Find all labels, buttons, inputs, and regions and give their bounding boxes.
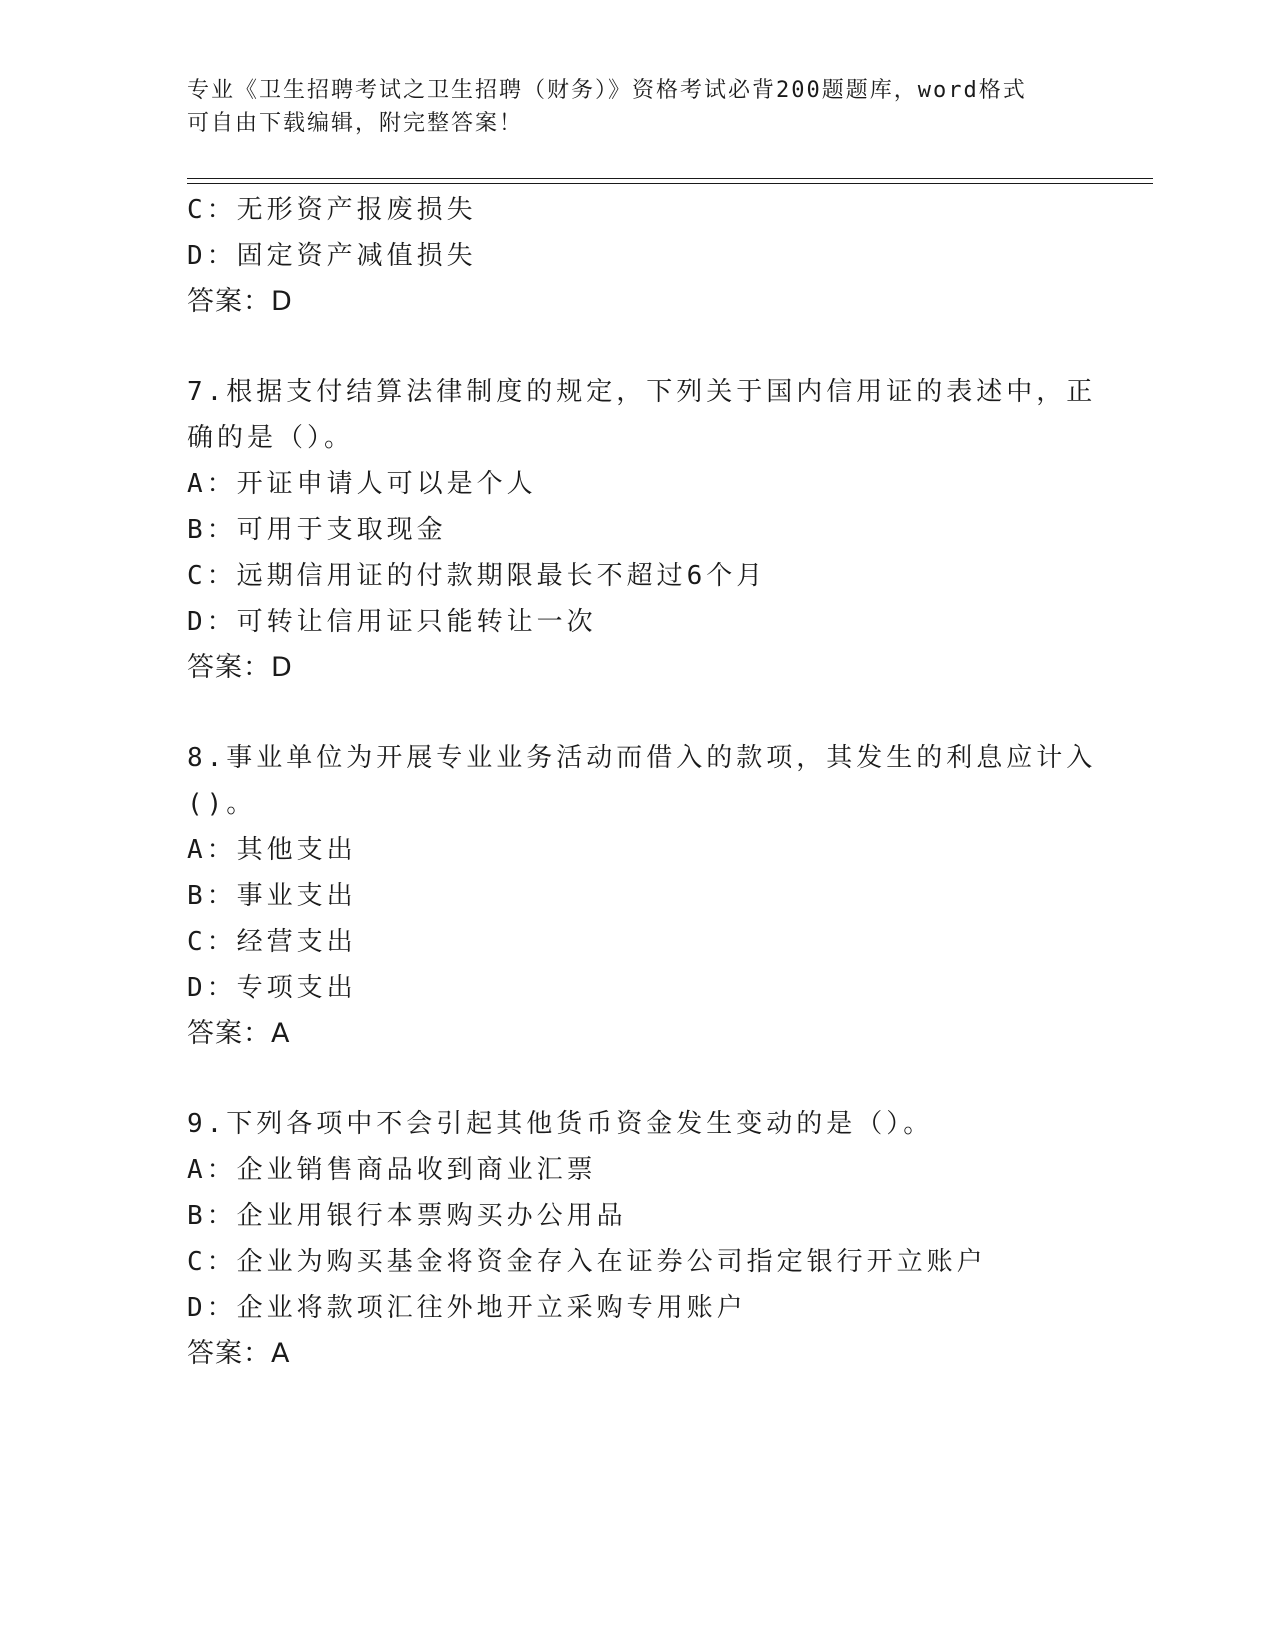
question-spacer xyxy=(187,691,1087,735)
q6-answer: 答案：D xyxy=(187,286,293,317)
q8-option-d: D：专项支出 xyxy=(187,973,357,1003)
question-spacer xyxy=(187,1057,1087,1101)
question-7 xyxy=(187,369,1097,691)
q8-stem-line-1: 8.事业单位为开展专业业务活动而借入的款项，其发生的利息应计入 xyxy=(187,743,1097,773)
q6-option-c: C：无形资产报废损失 xyxy=(187,195,477,225)
question-spacer xyxy=(187,325,1087,369)
question-list xyxy=(187,187,1097,1377)
q7-option-b: B：可用于支取现金 xyxy=(187,515,447,545)
question-9 xyxy=(187,1101,1087,1377)
q7-answer: 答案：D xyxy=(187,652,293,683)
q9-option-a: A：企业销售商品收到商业汇票 xyxy=(187,1155,597,1185)
question-8 xyxy=(187,735,1097,1057)
q9-option-b: B：企业用银行本票购买办公用品 xyxy=(187,1201,627,1231)
q7-stem-line-1: 7.根据支付结算法律制度的规定，下列关于国内信用证的表述中，正 xyxy=(187,377,1097,407)
q7-option-c: C：远期信用证的付款期限最长不超过6个月 xyxy=(187,561,767,591)
q6-option-d: D：固定资产减值损失 xyxy=(187,241,477,271)
question-6 xyxy=(187,187,1087,325)
header-line-2: 可自由下载编辑，附完整答案！ xyxy=(187,111,524,136)
q9-stem-line-1: 9.下列各项中不会引起其他货币资金发生变动的是（）。 xyxy=(187,1109,934,1139)
q7-option-a: A：开证申请人可以是个人 xyxy=(187,469,537,499)
q9-answer: 答案：A xyxy=(187,1338,291,1369)
document-header xyxy=(187,74,1067,140)
q7-stem-line-2: 确的是（）。 xyxy=(187,423,355,453)
q8-stem-line-2: ()。 xyxy=(187,789,257,819)
q8-option-a: A：其他支出 xyxy=(187,835,357,865)
q7-option-d: D：可转让信用证只能转让一次 xyxy=(187,607,597,637)
q9-option-c: C：企业为购买基金将资金存入在证券公司指定银行开立账户 xyxy=(187,1247,987,1277)
header-rule-bottom xyxy=(187,183,1153,184)
header-rule-top xyxy=(187,178,1153,179)
q9-option-d: D：企业将款项汇往外地开立采购专用账户 xyxy=(187,1293,747,1323)
q8-option-b: B：事业支出 xyxy=(187,881,357,911)
q8-answer: 答案：A xyxy=(187,1018,291,1049)
header-line-1: 专业《卫生招聘考试之卫生招聘（财务）》资格考试必背200题题库，word格式 xyxy=(187,78,1027,103)
q8-option-c: C：经营支出 xyxy=(187,927,357,957)
